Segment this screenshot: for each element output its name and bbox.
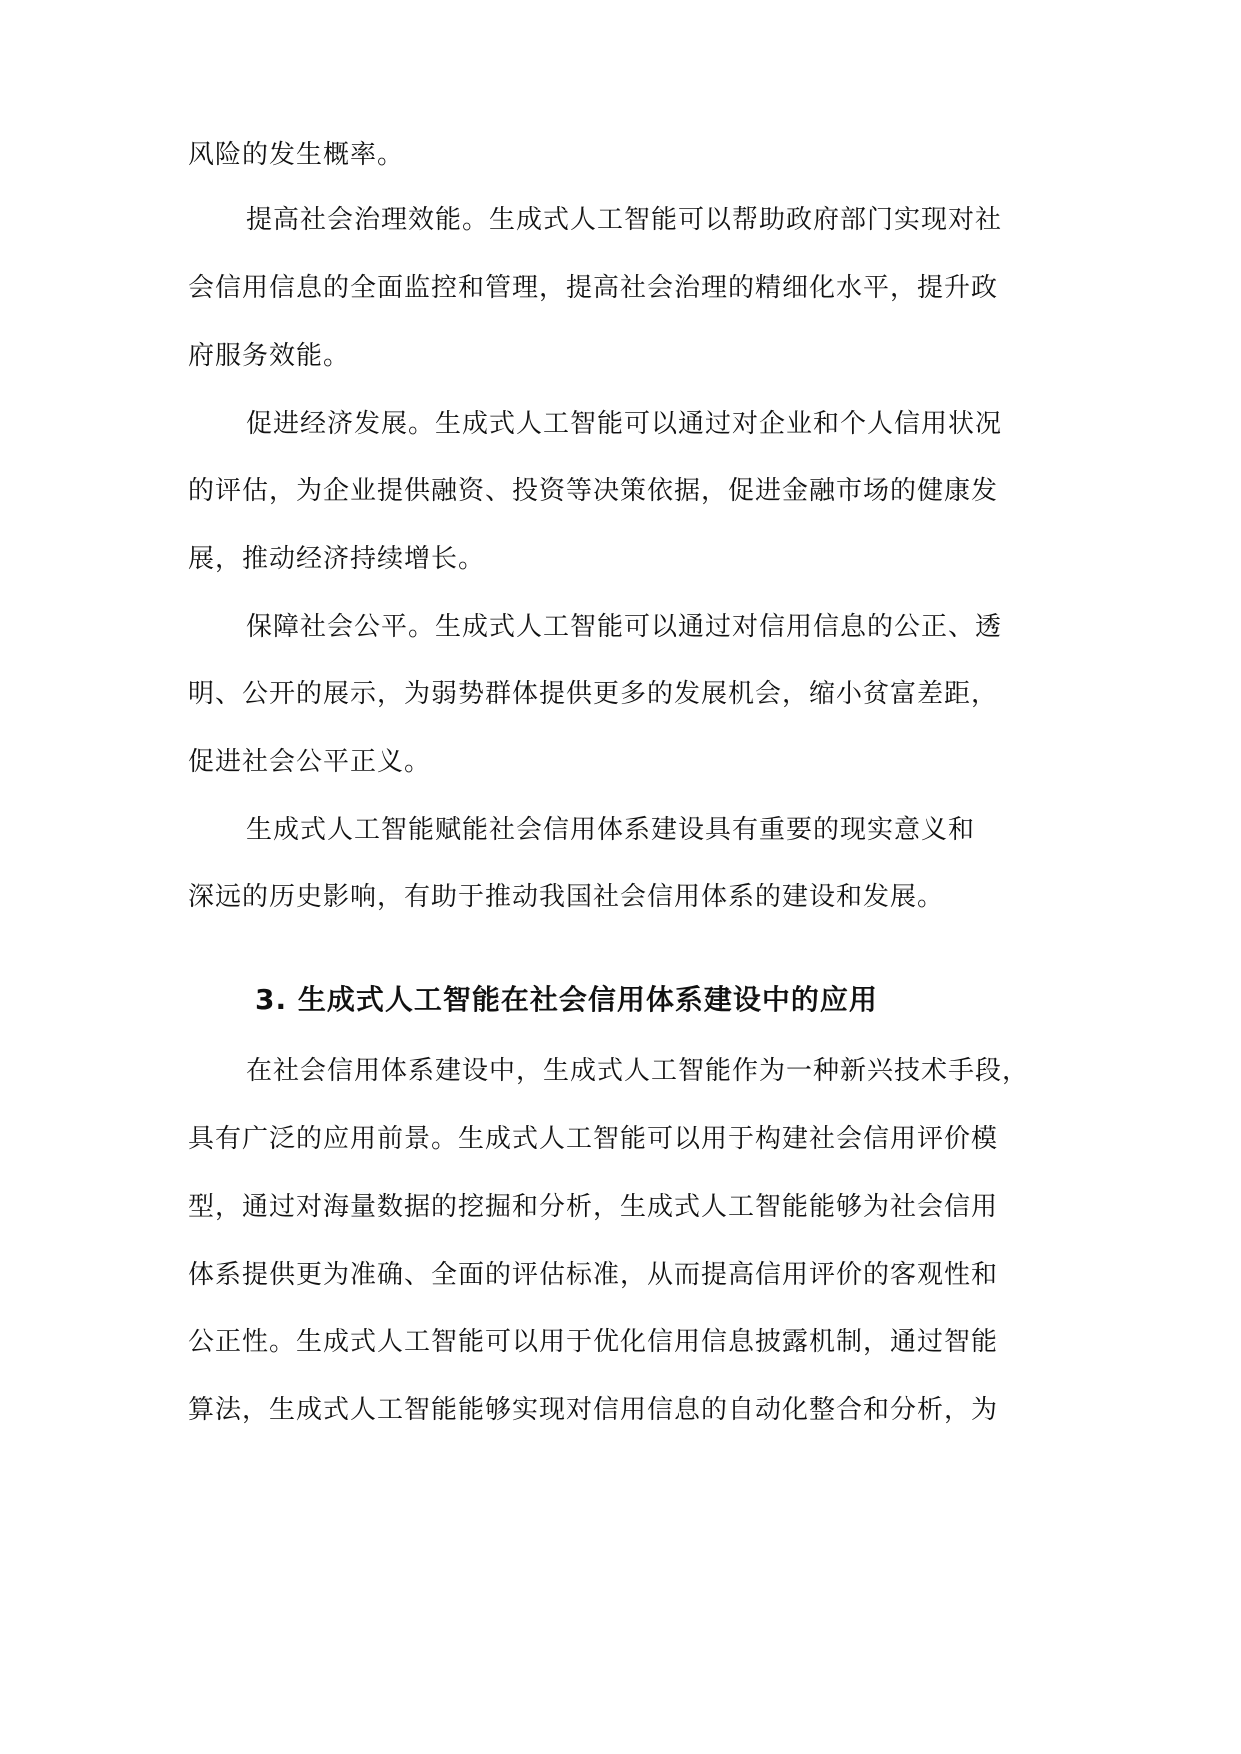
paragraph-line: 会信用信息的全面监控和管理，提高社会治理的精细化水平，提升政 bbox=[188, 273, 999, 303]
paragraph-line: 的评估，为企业提供融资、投资等决策依据，促进金融市场的健康发 bbox=[188, 476, 999, 506]
paragraph-line: 体系提供更为准确、全面的评估标准，从而提高信用评价的客观性和 bbox=[188, 1260, 999, 1290]
paragraph-line: 府服务效能。 bbox=[188, 341, 351, 371]
paragraph-line: 促进社会公平正义。 bbox=[188, 747, 432, 777]
paragraph-line: 具有广泛的应用前景。生成式人工智能可以用于构建社会信用评价模 bbox=[188, 1124, 999, 1154]
paragraph-line: 促进经济发展。生成式人工智能可以通过对企业和个人信用状况 bbox=[246, 409, 1003, 439]
paragraph-line: 型，通过对海量数据的挖掘和分析，生成式人工智能能够为社会信用 bbox=[188, 1192, 999, 1222]
paragraph-line: 公正性。生成式人工智能可以用于优化信用信息披露机制，通过智能 bbox=[188, 1327, 999, 1357]
paragraph-line: 保障社会公平。生成式人工智能可以通过对信用信息的公正、透 bbox=[246, 612, 1003, 642]
paragraph-line: 风险的发生概率。 bbox=[188, 140, 405, 170]
paragraph-line: 展，推动经济持续增长。 bbox=[188, 544, 486, 574]
paragraph-line: 在社会信用体系建设中，生成式人工智能作为一种新兴技术手段， bbox=[246, 1056, 1030, 1086]
paragraph-line: 提高社会治理效能。生成式人工智能可以帮助政府部门实现对社 bbox=[246, 205, 1003, 235]
section-heading: 3. 生成式人工智能在社会信用体系建设中的应用 bbox=[255, 983, 878, 1016]
paragraph-line: 生成式人工智能赋能社会信用体系建设具有重要的现实意义和 bbox=[246, 815, 976, 845]
paragraph-line: 明、公开的展示，为弱势群体提供更多的发展机会，缩小贫富差距， bbox=[188, 679, 999, 709]
paragraph-line: 算法，生成式人工智能能够实现对信用信息的自动化整合和分析，为 bbox=[188, 1395, 999, 1425]
paragraph-line: 深远的历史影响，有助于推动我国社会信用体系的建设和发展。 bbox=[188, 882, 945, 912]
